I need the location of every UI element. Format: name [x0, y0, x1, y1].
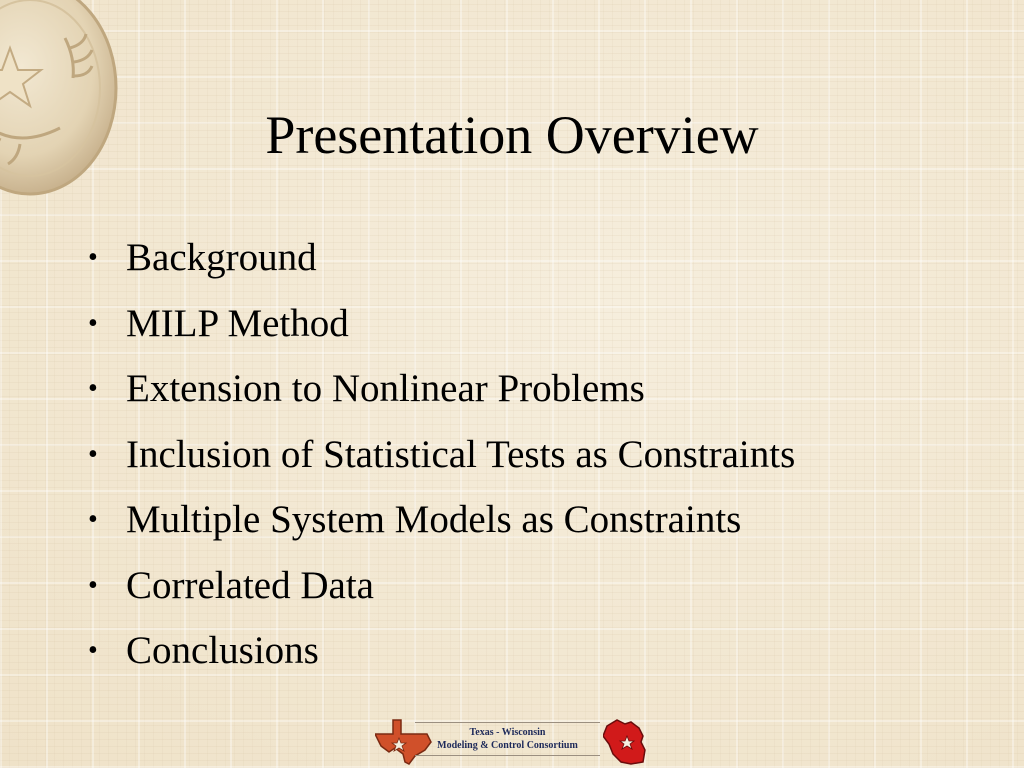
bullet-item	[84, 359, 795, 425]
bullet-marker: •	[88, 438, 98, 470]
bullet-item	[84, 228, 795, 294]
bullet-list	[84, 228, 795, 687]
bullet-item	[84, 556, 795, 622]
bullet-text: Multiple System Models as Constraints	[126, 498, 742, 541]
bullet-marker: •	[88, 307, 98, 339]
consortium-logo	[375, 716, 650, 768]
bullet-text: Correlated Data	[126, 563, 374, 607]
bullet-item	[84, 621, 795, 687]
slide-title: Presentation Overview	[265, 105, 759, 165]
bullet-text: Conclusions	[126, 629, 319, 672]
bullet-marker: •	[88, 569, 98, 601]
bullet-text: Extension to Nonlinear Problems	[126, 367, 645, 410]
bullet-item	[84, 294, 795, 360]
consortium-name-line2: Modeling & Control Consortium	[437, 740, 578, 751]
bullet-text: Inclusion of Statistical Tests as Constraints	[126, 432, 796, 476]
bullet-text: MILP Method	[126, 301, 349, 345]
bullet-marker: •	[88, 373, 98, 404]
bullet-item	[84, 425, 795, 491]
bullet-marker: •	[88, 504, 98, 535]
consortium-name	[415, 722, 600, 756]
bullet-item	[84, 490, 795, 556]
bullet-marker: •	[88, 242, 98, 273]
wisconsin-map-icon	[603, 718, 649, 766]
consortium-name-line1: Texas - Wisconsin	[469, 727, 546, 738]
bullet-text: Background	[126, 236, 317, 279]
bullet-marker: •	[88, 635, 98, 666]
